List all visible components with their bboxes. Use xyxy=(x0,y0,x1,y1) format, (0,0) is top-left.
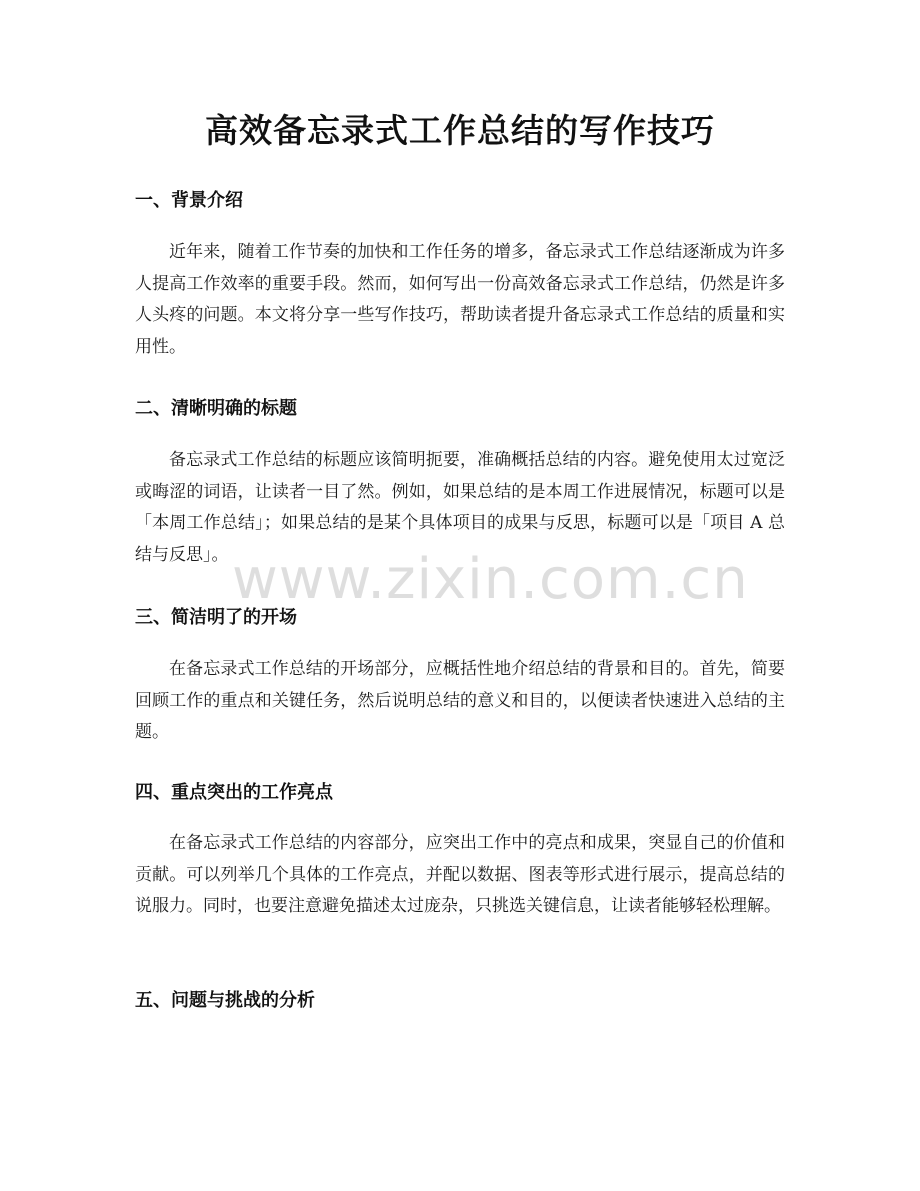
section-heading-title-tips: 二、清晰明确的标题 xyxy=(135,398,297,419)
section-body-opening: 在备忘录式工作总结的开场部分，应概括性地介绍总结的背景和目的。首先，简要回顾工作的重点和关键任务，然后说明总结的意义和目的，以便读者快速进入总结的主题。 xyxy=(135,659,785,742)
section-heading-highlights: 四、重点突出的工作亮点 xyxy=(135,782,333,803)
document-title: 高效备忘录式工作总结的写作技巧 xyxy=(205,111,715,150)
section-heading-background: 一、背景介绍 xyxy=(135,190,243,211)
section-body-background: 近年来，随着工作节奏的加快和工作任务的增多，备忘录式工作总结逐渐成为许多人提高工作效率的重要手段。然而，如何写出一份高效备忘录式工作总结，仍然是许多人头疼的问题。本文将分享一些写作技巧，帮助读者提升备忘录式工作总结的质量和实用性。 xyxy=(135,242,785,357)
section-heading-opening: 三、简洁明了的开场 xyxy=(135,607,297,628)
section-heading-problems: 五、问题与挑战的分析 xyxy=(135,990,315,1011)
section-body-title-tips: 备忘录式工作总结的标题应该简明扼要，准确概括总结的内容。避免使用太过宽泛或晦涩的词语，让读者一目了然。例如，如果总结的是本周工作进展情况，标题可以是「本周工作总结」；如果总结的是某个具体项目的成果与反思，标题可以是「项目 A 总结与反思」。 xyxy=(135,450,785,565)
section-body-highlights: 在备忘录式工作总结的内容部分，应突出工作中的亮点和成果，突显自己的价值和贡献。可以列举几个具体的工作亮点，并配以数据、图表等形式进行展示，提高总结的说服力。同时，也要注意避免描述太过庞杂，只挑选关键信息，让读者能够轻松理解。 xyxy=(135,833,785,916)
watermark-text: www.zixin.com.cn xyxy=(232,547,749,612)
